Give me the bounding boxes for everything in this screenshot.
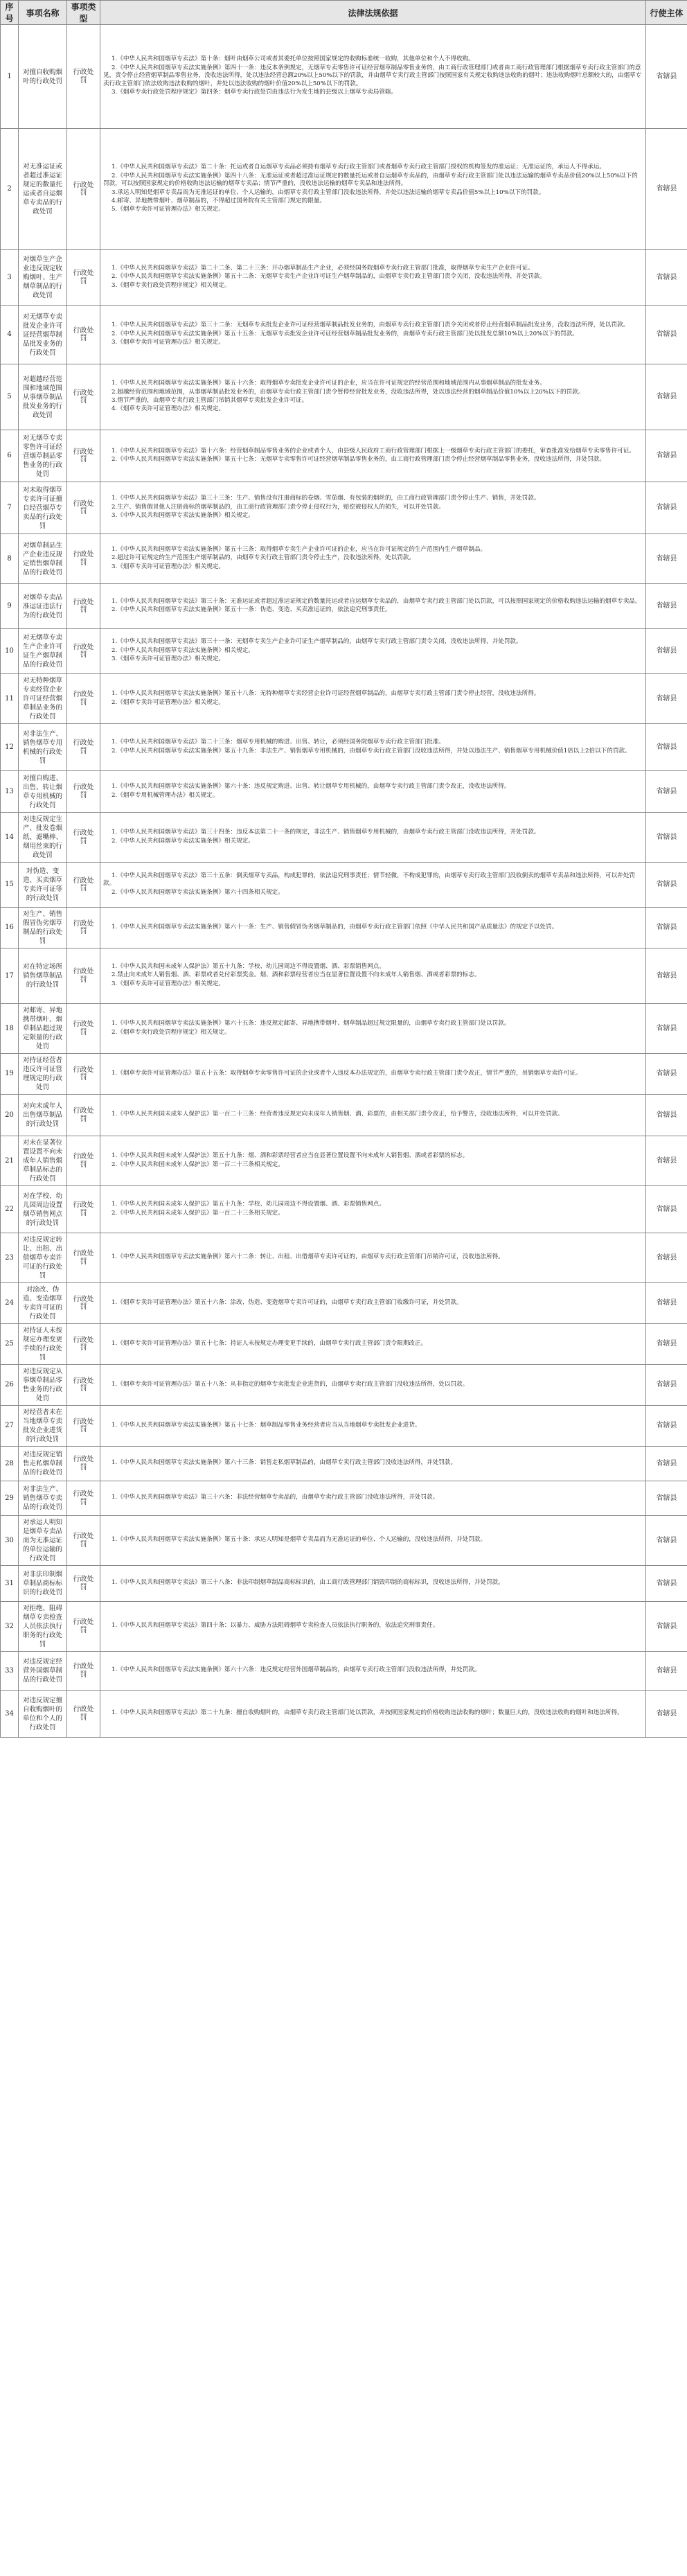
row-executing-subject: 省辖县 xyxy=(646,1283,687,1324)
legal-basis-clause: 2.《中华人民共和国烟草专卖法实施条例》相关规定。 xyxy=(111,646,254,654)
table-row xyxy=(1,1566,687,1602)
table-row xyxy=(1,1186,687,1233)
row-matter-type: 行政处罚 xyxy=(67,306,100,364)
legal-basis-clause: 1.《烟草专卖许可证管理办法》第五十五条：取得烟草专卖零售许可证的企业或者个人违反本办法规定的，由烟草专卖行政主管部门责令改正，情节严重的，吊销烟草专卖许可证。 xyxy=(111,1069,582,1077)
table-row xyxy=(1,1054,687,1095)
legal-basis-clause: 2.《中华人民共和国烟草专卖法实施条例》第五十七条：无烟草专卖零售许可证经营烟草制品零售业务的，由工商行政管理部门责令停止经营烟草制品零售业务，没收违法所得，并处罚款。 xyxy=(111,456,605,463)
row-matter-name: 对烟草专卖品准运证违法行为的行政处罚 xyxy=(19,584,67,629)
legal-basis-clause: 1.《中华人民共和国烟草专卖法实施条例》第六十三条：销售走私烟草制品的，由烟草专卖行政主管部门没收违法所得，并处罚款。 xyxy=(111,1459,457,1467)
row-serial-number: 6 xyxy=(1,430,19,482)
row-matter-name: 对未取得烟草专卖许可证擅自经营烟草专卖品的行政处罚 xyxy=(19,482,67,534)
row-serial-number: 11 xyxy=(1,674,19,724)
header-legal-basis: 法律法规依据 xyxy=(100,1,646,25)
row-matter-name: 对烟草生产企业违反规定收购烟叶、生产烟草制品的行政处罚 xyxy=(19,250,67,306)
legal-basis-clause: 3.情节严重的，由烟草专卖行政主管部门吊销其烟草专卖批发企业许可证。 xyxy=(111,397,308,404)
row-matter-type: 行政处罚 xyxy=(67,1481,100,1516)
row-matter-type: 行政处罚 xyxy=(67,1691,100,1738)
legal-basis-clause: 1.《中华人民共和国烟草专卖法》第二十二条、第二十三条：开办烟草制品生产企业，必须经国务院烟草专卖行政主管部门批准，取得烟草专卖生产企业许可证。 xyxy=(111,264,534,272)
table-row xyxy=(1,25,687,129)
row-executing-subject: 省辖县 xyxy=(646,1004,687,1054)
row-legal-basis xyxy=(100,813,646,863)
row-legal-basis xyxy=(100,1186,646,1233)
row-matter-name: 对在特定场所销售烟草制品的行政处罚 xyxy=(19,949,67,1004)
row-matter-name: 对违反规定销售走私烟草制品的行政处罚 xyxy=(19,1447,67,1481)
row-matter-name: 对擅自收购烟叶的行政处罚 xyxy=(19,25,67,129)
legal-basis-clause: 3.《烟草专卖许可证管理办法》相关规定。 xyxy=(111,655,224,663)
row-matter-name: 对非法生产、销售烟草专卖品的行政处罚 xyxy=(19,1481,67,1516)
legal-basis-clause: 1.《中华人民共和国烟草专卖法实施条例》第六十一条：生产、销售假冒伪劣烟草制品的，由烟草专卖行政主管部门依照《中华人民共和国产品质量法》的规定予以处罚。 xyxy=(111,923,558,930)
row-legal-basis xyxy=(100,1095,646,1136)
row-serial-number: 5 xyxy=(1,364,19,430)
row-serial-number: 28 xyxy=(1,1447,19,1481)
legal-basis-clause: 1.《中华人民共和国未成年人保护法》第五十九条：学校、幼儿园周边不得设置烟、酒、彩票销售网点。 xyxy=(111,962,385,970)
legal-basis-clause: 1.《中华人民共和国烟草专卖法实施条例》第六十六条：违反规定经营外国烟草制品的，由烟草专卖行政主管部门没收违法所得，并处罚款。 xyxy=(111,1666,481,1674)
legal-basis-clause: 1.《中华人民共和国烟草专卖法》第二十条：托运或者自运烟草专卖品必须持有烟草专卖行政主管部门或者烟草专卖行政主管部门授权的机构签发的准运证；无准运证的，承运人不得承运。 xyxy=(111,164,605,171)
table-row xyxy=(1,813,687,863)
table-row xyxy=(1,771,687,813)
legal-basis-clause: 1.《中华人民共和国烟草专卖法》第三十三条：生产、销售没有注册商标的卷烟、雪茄烟、有包装的烟丝的，由工商行政管理部门责令停止生产、销售，并处罚款。 xyxy=(111,495,540,502)
legal-basis-clause: 1.《中华人民共和国烟草专卖法实施条例》第五十六条：取得烟草专卖批发企业许可证的企业，应当在许可证规定的经营范围和地域范围内从事烟草制品的批发业务。 xyxy=(111,380,546,387)
row-matter-name: 对非法印制烟草制品商标标识的行政处罚 xyxy=(19,1566,67,1602)
row-matter-name: 对涂改、伪造、变造烟草专卖许可证的行政处罚 xyxy=(19,1283,67,1324)
row-executing-subject: 省辖县 xyxy=(646,364,687,430)
row-legal-basis xyxy=(100,771,646,813)
row-executing-subject: 省辖县 xyxy=(646,1233,687,1283)
row-serial-number: 13 xyxy=(1,771,19,813)
header-executing-subject: 行使主体 xyxy=(646,1,687,25)
table-row xyxy=(1,250,687,306)
row-legal-basis xyxy=(100,674,646,724)
row-legal-basis xyxy=(100,949,646,1004)
row-executing-subject: 省辖县 xyxy=(646,129,687,250)
table-row xyxy=(1,306,687,364)
row-executing-subject: 省辖县 xyxy=(646,674,687,724)
row-serial-number: 8 xyxy=(1,534,19,584)
legal-basis-clause: 1.《中华人民共和国烟草专卖法实施条例》第五十八条：无特种烟草专卖经营企业许可证经营烟草制品的，由烟草专卖行政主管部门责令停止经营，没收违法所得。 xyxy=(111,690,540,698)
row-executing-subject: 省辖县 xyxy=(646,1652,687,1691)
table-row xyxy=(1,1481,687,1516)
table-row xyxy=(1,584,687,629)
row-matter-type: 行政处罚 xyxy=(67,1095,100,1136)
row-matter-name: 对违反规定从事烟草制品零售业务的行政处罚 xyxy=(19,1365,67,1406)
row-matter-name: 对烟草制品生产企业违反规定销售烟草制品的行政处罚 xyxy=(19,534,67,584)
table-row xyxy=(1,1447,687,1481)
row-matter-name: 对无准运证或者超过准运证规定的数量托运或者自运烟草专卖品的行政处罚 xyxy=(19,129,67,250)
row-legal-basis xyxy=(100,306,646,364)
row-executing-subject: 省辖县 xyxy=(646,306,687,364)
row-matter-name: 对无烟草专卖批发企业许可证经营烟草制品批发业务的行政处罚 xyxy=(19,306,67,364)
row-executing-subject: 省辖县 xyxy=(646,1095,687,1136)
row-matter-name: 对违反规定擅自收购烟叶的单位和个人的行政处罚 xyxy=(19,1691,67,1738)
legal-basis-clause: 2.禁止向未成年人销售烟、酒、彩票或者兑付彩票奖金。烟、酒和彩票经营者应当在显著位置设置不向未成年人销售烟、酒或者彩票的标志。 xyxy=(111,971,481,979)
row-matter-type: 行政处罚 xyxy=(67,364,100,430)
legal-basis-clause: 2.《中华人民共和国烟草专卖法实施条例》第四十一条：违反本条例规定，无烟草专卖零售许可证经营烟草制品零售业务的，由工商行政管理部门或者由工商行政管理部门根据烟草专卖行政主管部门的意见，责令停止经营烟草制品零售业务，没收违法所得，处以违法经营总额20%以上50%以下的罚款，并由烟草专卖行政主管部门按照国家有关规定收购违法收购的烟叶；违法收购烟叶总额较大的，由烟草专卖行政主管部门依法收购违法收购的烟叶，并处以违法收购的烟叶价值20%以上50%以下的罚款。 xyxy=(103,64,642,87)
row-matter-type: 行政处罚 xyxy=(67,250,100,306)
legal-basis-clause: 2.《中华人民共和国烟草专卖法实施条例》第五十九条：非法生产、销售烟草专用机械的，由烟草专卖行政主管部门没收违法所得，并处以违法生产、销售烟草专用机械价值1倍以上2倍以下的罚款。 xyxy=(111,747,631,755)
legal-basis-clause: 2.《烟草专卖行政处罚程序规定》相关规定。 xyxy=(111,1028,231,1036)
table-row xyxy=(1,949,687,1004)
row-serial-number: 7 xyxy=(1,482,19,534)
legal-basis-clause: 2.《中华人民共和国未成年人保护法》第一百二十三条相关规定。 xyxy=(111,1161,284,1168)
row-serial-number: 27 xyxy=(1,1406,19,1447)
legal-basis-clause: 1.《中华人民共和国烟草专卖法实施条例》第六十二条：转让、出租、出借烟草专卖许可证的，由烟草专卖行政主管部门吊销许可证，没收违法所得。 xyxy=(111,1253,504,1261)
row-matter-type: 行政处罚 xyxy=(67,1324,100,1365)
row-executing-subject: 省辖县 xyxy=(646,1054,687,1095)
row-matter-name: 对擅自购进、出售、转让烟草专用机械的行政处罚 xyxy=(19,771,67,813)
row-matter-type: 行政处罚 xyxy=(67,1447,100,1481)
legal-basis-clause: 1.《中华人民共和国烟草专卖法实施条例》第六十条：违反规定购进、出售、转让烟草专用机械的，由烟草专卖行政主管部门责令改正，没收违法所得。 xyxy=(111,783,510,791)
row-matter-name: 对无烟草专卖零售许可证经营烟草制品零售业务的行政处罚 xyxy=(19,430,67,482)
row-serial-number: 29 xyxy=(1,1481,19,1516)
row-serial-number: 3 xyxy=(1,250,19,306)
row-matter-type: 行政处罚 xyxy=(67,1233,100,1283)
row-executing-subject: 省辖县 xyxy=(646,813,687,863)
row-executing-subject: 省辖县 xyxy=(646,771,687,813)
row-matter-type: 行政处罚 xyxy=(67,1004,100,1054)
legal-basis-clause: 3.《烟草专卖许可证管理办法》相关规定。 xyxy=(111,339,224,346)
row-executing-subject: 省辖县 xyxy=(646,1447,687,1481)
row-legal-basis xyxy=(100,1233,646,1283)
row-matter-type: 行政处罚 xyxy=(67,674,100,724)
legal-basis-clause: 2.《中华人民共和国未成年人保护法》第一百二十三条相关规定。 xyxy=(111,1209,284,1217)
table-row xyxy=(1,724,687,771)
row-serial-number: 14 xyxy=(1,813,19,863)
legal-basis-clause: 1.《中华人民共和国烟草专卖法》第十条：烟叶由烟草公司或者其委托单位按照国家规定的收购标准统一收购，其他单位和个人不得收购。 xyxy=(111,55,474,63)
table-row xyxy=(1,129,687,250)
legal-basis-clause: 2.《中华人民共和国烟草专卖法实施条例》第五十五条：无烟草专卖批发企业许可证经营烟草制品批发业务的，由烟草专卖行政主管部门处以批发总额10%以上20%以下的罚款。 xyxy=(111,330,578,337)
row-executing-subject: 省辖县 xyxy=(646,25,687,129)
row-matter-type: 行政处罚 xyxy=(67,1054,100,1095)
row-serial-number: 12 xyxy=(1,724,19,771)
row-legal-basis xyxy=(100,1602,646,1652)
row-legal-basis xyxy=(100,1365,646,1406)
legal-basis-clause: 3.《烟草专卖许可证管理办法》相关规定。 xyxy=(111,980,224,987)
row-matter-type: 行政处罚 xyxy=(67,1186,100,1233)
header-matter-name: 事项名称 xyxy=(19,1,67,25)
row-executing-subject: 省辖县 xyxy=(646,1406,687,1447)
row-legal-basis xyxy=(100,482,646,534)
row-matter-type: 行政处罚 xyxy=(67,1365,100,1406)
legal-basis-clause: 3.承运人明知是烟草专卖品而为无准运证的单位、个人运输的，由烟草专卖行政主管部门没收违法所得，并处以违法运输的烟草专卖品价值5%以上10%以下的罚款。 xyxy=(111,188,545,196)
row-legal-basis xyxy=(100,1283,646,1324)
row-matter-name: 对超越经营范围和地域范围从事烟草制品批发业务的行政处罚 xyxy=(19,364,67,430)
row-matter-type: 行政处罚 xyxy=(67,129,100,250)
row-serial-number: 18 xyxy=(1,1004,19,1054)
table-row xyxy=(1,1136,687,1186)
row-legal-basis xyxy=(100,1481,646,1516)
row-matter-name: 对非法生产、销售烟草专用机械的行政处罚 xyxy=(19,724,67,771)
row-matter-type: 行政处罚 xyxy=(67,629,100,674)
row-legal-basis xyxy=(100,430,646,482)
row-matter-name: 对持证人未按规定办理变更手续的行政处罚 xyxy=(19,1324,67,1365)
table-header-row xyxy=(1,1,687,25)
row-serial-number: 23 xyxy=(1,1233,19,1283)
legal-basis-clause: 1.《中华人民共和国烟草专卖法》第三十条：无准运证或者超过准运证规定的数量托运或者自运烟草专卖品的，由烟草专卖行政主管部门处以罚款，可以按照国家规定的价格收购违法运输的烟草专卖品。 xyxy=(111,597,641,605)
table-row xyxy=(1,1095,687,1136)
legal-basis-clause: 1.《中华人民共和国烟草专卖法实施条例》第五十三条：取得烟草专卖生产企业许可证的企业，应当在许可证规定的生产范围内生产烟草制品。 xyxy=(111,545,487,553)
row-serial-number: 25 xyxy=(1,1324,19,1365)
row-serial-number: 34 xyxy=(1,1691,19,1738)
row-serial-number: 15 xyxy=(1,863,19,908)
row-legal-basis xyxy=(100,1447,646,1481)
legal-basis-clause: 2.《烟草专卖许可证管理办法》相关规定。 xyxy=(111,698,224,706)
table-row xyxy=(1,1283,687,1324)
legal-basis-clause: 1.《中华人民共和国烟草专卖法》第三十四条：违反本法第二十一条的规定，非法生产、销售烟草专用机械的，由烟草专卖行政主管部门没收违法所得，并处罚款。 xyxy=(111,829,540,836)
row-matter-name: 对未在显著位置设置不向未成年人销售烟草制品标志的行政处罚 xyxy=(19,1136,67,1186)
legal-basis-clause: 1.《中华人民共和国烟草专卖法》第二十九条：擅自收购烟叶的，由烟草专卖行政主管部门处以罚款，并按照国家规定的价格收购违法收购的烟叶；数量巨大的，没收违法收购的烟叶和违法所得。 xyxy=(111,1709,623,1717)
table-row xyxy=(1,430,687,482)
row-matter-name: 对持证经营者违反许可证管理规定的行政处罚 xyxy=(19,1054,67,1095)
table-row xyxy=(1,1233,687,1283)
legal-basis-clause: 3.《烟草专卖行政处罚程序规定》相关规定。 xyxy=(111,281,231,289)
row-serial-number: 1 xyxy=(1,25,19,129)
row-matter-type: 行政处罚 xyxy=(67,908,100,949)
row-matter-name: 对无烟草专卖生产企业许可证生产烟草制品的行政处罚 xyxy=(19,629,67,674)
row-serial-number: 10 xyxy=(1,629,19,674)
row-serial-number: 4 xyxy=(1,306,19,364)
row-executing-subject: 省辖县 xyxy=(646,1365,687,1406)
row-executing-subject: 省辖县 xyxy=(646,1481,687,1516)
row-legal-basis xyxy=(100,629,646,674)
legal-basis-clause: 2.《中华人民共和国烟草专卖法实施条例》第五十二条：无烟草专卖生产企业许可证生产烟草制品的，由烟草专卖行政主管部门责令关闭，没收违法所得，并处罚款。 xyxy=(111,273,546,281)
row-legal-basis xyxy=(100,1516,646,1566)
table-row xyxy=(1,1602,687,1652)
row-serial-number: 21 xyxy=(1,1136,19,1186)
row-executing-subject: 省辖县 xyxy=(646,863,687,908)
row-legal-basis xyxy=(100,1136,646,1186)
legal-basis-clause: 2.《中华人民共和国烟草专卖法实施条例》第五十一条：伪造、变造、买卖准运证的，依法追究刑事责任。 xyxy=(111,606,391,613)
row-matter-type: 行政处罚 xyxy=(67,813,100,863)
row-matter-name: 对违反规定转让、出租、出借烟草专卖许可证的行政处罚 xyxy=(19,1233,67,1283)
row-matter-type: 行政处罚 xyxy=(67,724,100,771)
row-matter-type: 行政处罚 xyxy=(67,584,100,629)
row-legal-basis xyxy=(100,1004,646,1054)
legal-basis-clause: 2.生产、销售假冒他人注册商标的烟草制品的，由工商行政管理部门责令停止侵权行为，赔偿被侵权人的损失，可以并处罚款。 xyxy=(111,503,445,511)
row-matter-type: 行政处罚 xyxy=(67,1283,100,1324)
legal-basis-clause: 1.《中华人民共和国烟草专卖法》第三十六条：非法经营烟草专卖品的，由烟草专卖行政主管部门没收违法所得，并处罚款。 xyxy=(111,1494,439,1501)
row-legal-basis xyxy=(100,724,646,771)
legal-basis-clause: 1.《中华人民共和国未成年人保护法》第一百二十三条：经营者违反规定向未成年人销售烟、酒、彩票的，由相关部门责令改正，给予警告，没收违法所得，可以并处罚款。 xyxy=(111,1111,564,1118)
row-serial-number: 16 xyxy=(1,908,19,949)
row-executing-subject: 省辖县 xyxy=(646,949,687,1004)
header-matter-type: 事项类型 xyxy=(67,1,100,25)
row-serial-number: 30 xyxy=(1,1516,19,1566)
row-serial-number: 32 xyxy=(1,1602,19,1652)
row-matter-type: 行政处罚 xyxy=(67,1602,100,1652)
legal-basis-clause: 1.《烟草专卖许可证管理办法》第五十六条：涂改、伪造、变造烟草专卖许可证的，由烟草专卖行政主管部门收缴许可证，并处罚款。 xyxy=(111,1298,463,1306)
row-serial-number: 26 xyxy=(1,1365,19,1406)
legal-basis-clause: 2.《中华人民共和国烟草专卖法实施条例》第六十四条相关规定。 xyxy=(111,888,284,896)
row-matter-type: 行政处罚 xyxy=(67,534,100,584)
row-executing-subject: 省辖县 xyxy=(646,1602,687,1652)
table-row xyxy=(1,908,687,949)
row-executing-subject: 省辖县 xyxy=(646,430,687,482)
legal-basis-clause: 1.《中华人民共和国烟草专卖法实施条例》第六十五条：违反规定邮寄、异地携带烟叶、烟草制品超过规定限量的，由烟草专卖行政主管部门处以罚款。 xyxy=(111,1020,510,1027)
row-executing-subject: 省辖县 xyxy=(646,724,687,771)
row-matter-type: 行政处罚 xyxy=(67,949,100,1004)
table-row xyxy=(1,1516,687,1566)
row-matter-type: 行政处罚 xyxy=(67,1136,100,1186)
row-serial-number: 19 xyxy=(1,1054,19,1095)
row-matter-name: 对邮寄、异地携带烟叶、烟草制品超过规定限量的行政处罚 xyxy=(19,1004,67,1054)
row-legal-basis xyxy=(100,1324,646,1365)
table-row xyxy=(1,482,687,534)
legal-basis-clause: 1.《烟草专卖许可证管理办法》第五十七条：持证人未按规定办理变更手续的，由烟草专卖行政主管部门责令限期改正。 xyxy=(111,1339,427,1347)
table-row xyxy=(1,1406,687,1447)
legal-basis-clause: 2.《中华人民共和国烟草专卖法实施条例》第四十八条：无准运证或者超过准运证规定的数量托运或者自运烟草专卖品的，由烟草专卖行政主管部门处以违法运输的烟草专卖品价值20%以上50%以下的罚款，可以按照国家规定的价格收购违法运输的烟草专卖品；情节严重的，没收违法运输的烟草专卖品和违法所得。 xyxy=(103,172,638,188)
row-legal-basis xyxy=(100,250,646,306)
row-executing-subject: 省辖县 xyxy=(646,908,687,949)
row-executing-subject: 省辖县 xyxy=(646,534,687,584)
legal-basis-clause: 2.《中华人民共和国烟草专卖法实施条例》相关规定。 xyxy=(111,837,254,845)
row-matter-type: 行政处罚 xyxy=(67,430,100,482)
row-matter-name: 对伪造、变造、买卖烟草专卖许可证等的行政处罚 xyxy=(19,863,67,908)
row-matter-name: 对向未成年人出售烟草制品的行政处罚 xyxy=(19,1095,67,1136)
row-matter-type: 行政处罚 xyxy=(67,863,100,908)
row-executing-subject: 省辖县 xyxy=(646,629,687,674)
row-matter-name: 对生产、销售假冒伪劣烟草制品的行政处罚 xyxy=(19,908,67,949)
row-executing-subject: 省辖县 xyxy=(646,584,687,629)
row-matter-name: 对无特种烟草专卖经营企业许可证经营烟草制品业务的行政处罚 xyxy=(19,674,67,724)
row-executing-subject: 省辖县 xyxy=(646,1136,687,1186)
row-executing-subject: 省辖县 xyxy=(646,1516,687,1566)
row-matter-name: 对经营者未在当地烟草专卖批发企业进货的行政处罚 xyxy=(19,1406,67,1447)
legal-basis-clause: 1.《中华人民共和国未成年人保护法》第五十九条：烟、酒和彩票经营者应当在显著位置设置不向未成年人销售烟、酒或者彩票的标志。 xyxy=(111,1152,469,1160)
legal-basis-clause: 2.《烟草专用机械管理办法》相关规定。 xyxy=(111,791,219,799)
header-serial-number: 序号 xyxy=(1,1,19,25)
legal-basis-clause: 5.《烟草专卖许可证管理办法》相关规定。 xyxy=(111,206,224,213)
row-matter-name: 对承运人明知是烟草专卖品而为无准运证的单位运输的行政处罚 xyxy=(19,1516,67,1566)
row-serial-number: 20 xyxy=(1,1095,19,1136)
row-matter-type: 行政处罚 xyxy=(67,1652,100,1691)
legal-basis-clause: 1.《中华人民共和国烟草专卖法》第三十一条：无烟草专卖生产企业许可证生产烟草制品的，由烟草专卖行政主管部门责令关闭，没收违法所得，并处罚款。 xyxy=(111,638,522,646)
row-matter-name: 对在学校、幼儿园周边设置烟草销售网点的行政处罚 xyxy=(19,1186,67,1233)
row-executing-subject: 省辖县 xyxy=(646,1324,687,1365)
table-row xyxy=(1,674,687,724)
row-matter-name: 对拒绝、阻碍烟草专卖检查人员依法执行职务的行政处罚 xyxy=(19,1602,67,1652)
legal-basis-clause: 1.《中华人民共和国未成年人保护法》第五十九条：学校、幼儿园周边不得设置烟、酒、彩票销售网点。 xyxy=(111,1201,385,1208)
legal-basis-clause: 1.《中华人民共和国烟草专卖法》第十六条：经营烟草制品零售业务的企业或者个人，由县级人民政府工商行政管理部门根据上一级烟草专卖行政主管部门的委托，审查批准发给烟草专卖零售许可证。 xyxy=(111,447,635,455)
table-row xyxy=(1,1004,687,1054)
row-serial-number: 9 xyxy=(1,584,19,629)
row-legal-basis xyxy=(100,1691,646,1738)
legal-basis-clause: 1.《中华人民共和国烟草专卖法》第三十二条：无烟草专卖批发企业许可证经营烟草制品批发业务的，由烟草专卖行政主管部门责令关闭或者停止经营烟草制品批发业务，没收违法所得，处以罚款。 xyxy=(111,321,630,329)
legal-basis-clause: 4.《烟草专卖许可证管理办法》相关规定。 xyxy=(111,405,224,413)
row-legal-basis xyxy=(100,1406,646,1447)
row-legal-basis xyxy=(100,1652,646,1691)
row-legal-basis xyxy=(100,534,646,584)
row-legal-basis xyxy=(100,129,646,250)
row-serial-number: 31 xyxy=(1,1566,19,1602)
row-executing-subject: 省辖县 xyxy=(646,1566,687,1602)
table-row xyxy=(1,364,687,430)
legal-basis-clause: 2.超越经营范围和地域范围，从事烟草制品批发业务的，由烟草专卖行政主管部门责令暂停经营批发业务，没收违法所得，处以违法经营的烟草制品价值10%以上20%以下的罚款。 xyxy=(111,388,585,396)
row-serial-number: 24 xyxy=(1,1283,19,1324)
row-legal-basis xyxy=(100,1054,646,1095)
legal-basis-clause: 4.邮寄、异地携带烟叶、烟草制品的，不得超过国务院有关主管部门规定的限量。 xyxy=(111,197,326,204)
row-matter-type: 行政处罚 xyxy=(67,1516,100,1566)
row-matter-type: 行政处罚 xyxy=(67,1566,100,1602)
row-serial-number: 17 xyxy=(1,949,19,1004)
row-legal-basis xyxy=(100,863,646,908)
row-matter-type: 行政处罚 xyxy=(67,482,100,534)
legal-basis-clause: 2.超过许可证规定的生产范围生产烟草制品的，由烟草专卖行政主管部门责令停止生产，没收违法所得，处以罚款。 xyxy=(111,554,415,562)
row-legal-basis xyxy=(100,584,646,629)
table-row xyxy=(1,1652,687,1691)
legal-basis-clause: 3.《中华人民共和国烟草专卖法实施条例》相关规定。 xyxy=(111,512,254,520)
legal-basis-clause: 1.《中华人民共和国烟草专卖法》第三十五条：倒卖烟草专卖品，构成犯罪的，依法追究刑事责任；情节轻微，不构成犯罪的，由烟草专卖行政主管部门没收倒卖的烟草专卖品和违法所得，可以并处罚款。 xyxy=(103,872,635,888)
row-serial-number: 2 xyxy=(1,129,19,250)
row-matter-name: 对违反规定经营外国烟草制品的行政处罚 xyxy=(19,1652,67,1691)
table-body xyxy=(1,25,687,1738)
table-row xyxy=(1,1365,687,1406)
table-row xyxy=(1,1691,687,1738)
row-executing-subject: 省辖县 xyxy=(646,1186,687,1233)
legal-basis-clause: 3.《烟草专卖行政处罚程序规定》第四条：烟草专卖行政处罚由违法行为发生地的县级以上烟草专卖局管辖。 xyxy=(111,89,398,96)
row-legal-basis xyxy=(100,364,646,430)
row-legal-basis xyxy=(100,1566,646,1602)
row-matter-type: 行政处罚 xyxy=(67,25,100,129)
legal-basis-clause: 1.《中华人民共和国烟草专卖法》第三十八条：非法印制烟草制品商标标识的，由工商行政管理部门销毁印制的商标标识，没收违法所得，并处罚款。 xyxy=(111,1579,504,1587)
row-executing-subject: 省辖县 xyxy=(646,482,687,534)
legal-basis-clause: 3.《烟草专卖许可证管理办法》相关规定。 xyxy=(111,563,224,570)
legal-basis-clause: 1.《烟草专卖许可证管理办法》第五十八条：从非指定的烟草专卖批发企业进货的，由烟草专卖行政主管部门没收违法所得，处以罚款。 xyxy=(111,1380,469,1388)
legal-basis-clause: 1.《中华人民共和国烟草专卖法》第四十条：以暴力、威胁方法阻碍烟草专卖检查人员依法执行职务的，依法追究刑事责任。 xyxy=(111,1622,439,1630)
table-row xyxy=(1,863,687,908)
table-row xyxy=(1,629,687,674)
row-serial-number: 33 xyxy=(1,1652,19,1691)
row-matter-type: 行政处罚 xyxy=(67,771,100,813)
table-row xyxy=(1,1324,687,1365)
legal-basis-clause: 1.《中华人民共和国烟草专卖法实施条例》第五十条：承运人明知是烟草专卖品而为无准运证的单位、个人运输的，没收违法所得，并处罚款。 xyxy=(111,1536,487,1544)
row-executing-subject: 省辖县 xyxy=(646,250,687,306)
row-executing-subject: 省辖县 xyxy=(646,1691,687,1738)
legal-basis-clause: 1.《中华人民共和国烟草专卖法实施条例》第五十七条：烟草制品零售业务经营者应当从当地烟草专卖批发企业进货。 xyxy=(111,1421,421,1429)
row-matter-name: 对违反规定生产、批发卷烟纸、滤嘴棒、烟用丝束的行政处罚 xyxy=(19,813,67,863)
row-matter-type: 行政处罚 xyxy=(67,1406,100,1447)
table-row xyxy=(1,534,687,584)
row-serial-number: 22 xyxy=(1,1186,19,1233)
row-legal-basis xyxy=(100,25,646,129)
row-legal-basis xyxy=(100,908,646,949)
legal-basis-clause: 1.《中华人民共和国烟草专卖法》第二十三条：烟草专用机械的购进、出售、转让，必须经国务院烟草专卖行政主管部门批准。 xyxy=(111,739,445,746)
